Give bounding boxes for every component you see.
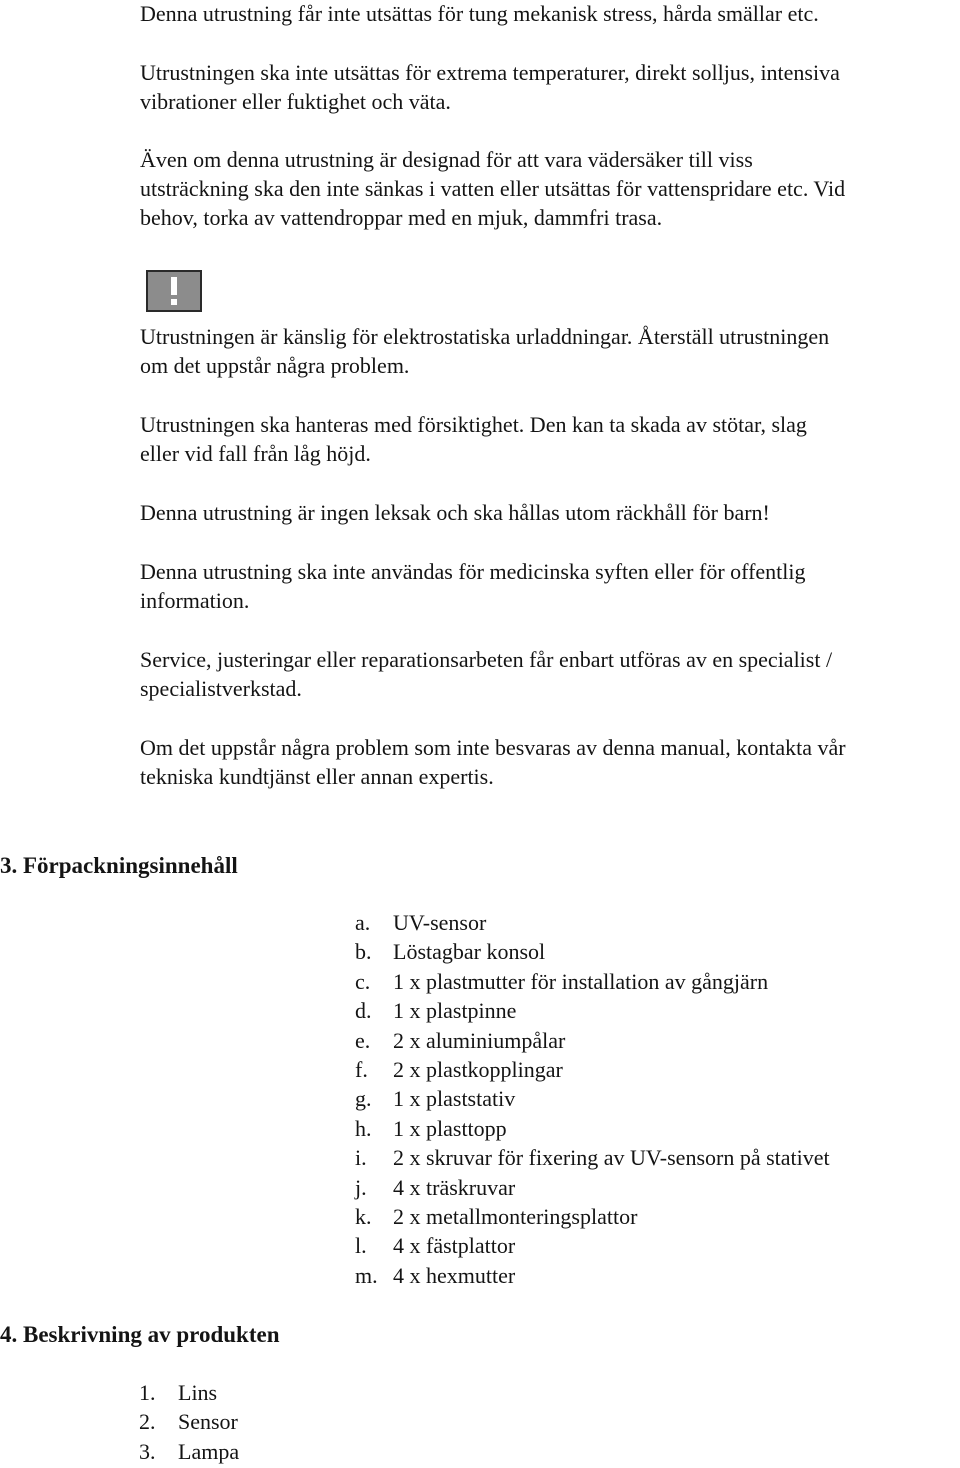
list-item-text: 2 x plastkopplingar xyxy=(393,1056,563,1082)
exclamation-icon xyxy=(146,270,202,312)
list-item-text: 2 x skruvar för fixering av UV-sensorn på stativet xyxy=(393,1145,830,1171)
list-item-text: 2 x metallmonteringsplattor xyxy=(393,1203,638,1229)
product-description-list xyxy=(139,1378,539,1466)
list-marker: 3. xyxy=(139,1438,156,1464)
list-item xyxy=(355,1202,955,1231)
list-item xyxy=(355,1026,955,1055)
list-marker: j. xyxy=(355,1174,367,1200)
paragraph-line: behov, torka av vattendroppar med en mjuk, dammfri trasa. xyxy=(140,205,663,230)
paragraph-line: specialistverkstad. xyxy=(140,676,302,701)
list-item xyxy=(139,1437,539,1466)
list-marker: f. xyxy=(355,1056,368,1082)
list-item-text: Löstagbar konsol xyxy=(393,939,546,965)
list-item xyxy=(355,1084,955,1113)
list-item-text: 4 x träskruvar xyxy=(393,1174,516,1200)
list-marker: c. xyxy=(355,968,371,994)
paragraph-line: om det uppstår några problem. xyxy=(140,353,410,378)
list-item-text: 1 x plastmutter för installation av gångjärn xyxy=(393,968,769,994)
list-item xyxy=(355,908,955,937)
list-item xyxy=(355,937,955,966)
paragraph-line: tekniska kundtjänst eller annan expertis. xyxy=(140,764,494,789)
list-marker: k. xyxy=(355,1203,372,1229)
paragraph-line: Denna utrustning är ingen leksak och ska hållas utom räckhåll för barn! xyxy=(140,500,770,525)
paragraph-line: Om det uppstår några problem som inte besvaras av denna manual, kontakta vår xyxy=(140,735,846,760)
list-marker: a. xyxy=(355,910,371,935)
list-marker: 2. xyxy=(139,1409,156,1435)
paragraph-line: Utrustningen är känslig för elektrostatiska urladdningar. Återställ utrustningen xyxy=(140,324,830,349)
paragraph-line: Service, justeringar eller reparationsarbeten får enbart utföras av en specialist / xyxy=(140,647,833,672)
list-marker: d. xyxy=(355,998,372,1024)
list-marker: 1. xyxy=(139,1380,156,1405)
list-marker: e. xyxy=(355,1027,371,1053)
list-item xyxy=(355,1231,955,1260)
list-item xyxy=(139,1407,539,1436)
paragraph-line: Denna utrustning får inte utsättas för tung mekanisk stress, hårda smällar etc. xyxy=(140,1,819,26)
list-item-text: UV-sensor xyxy=(393,910,487,935)
list-item xyxy=(355,1055,955,1084)
paragraph-line: vibrationer eller fuktighet och väta. xyxy=(140,89,451,114)
list-item xyxy=(355,1114,955,1143)
list-marker: i. xyxy=(355,1145,367,1171)
paragraph-line: Utrustningen ska inte utsättas för extrema temperaturer, direkt solljus, intensiva xyxy=(140,60,840,85)
list-item-text: 1 x plastpinne xyxy=(393,998,517,1024)
paragraph-line: Denna utrustning ska inte användas för medicinska syften eller för offentlig xyxy=(140,559,806,584)
list-marker: g. xyxy=(355,1086,372,1112)
list-item-text: 1 x plaststativ xyxy=(393,1086,516,1112)
list-item xyxy=(355,967,955,996)
paragraph-line: eller vid fall från låg höjd. xyxy=(140,441,371,466)
list-item-text: 2 x aluminiumpålar xyxy=(393,1027,566,1053)
list-marker: b. xyxy=(355,939,372,965)
list-item-text: Sensor xyxy=(178,1409,238,1435)
list-item-text: 4 x fästplattor xyxy=(393,1233,516,1259)
section-3-heading: 3. Förpackningsinnehåll xyxy=(0,853,238,878)
paragraph-line: information. xyxy=(140,588,250,613)
list-item xyxy=(139,1378,539,1407)
paragraph-line: Även om denna utrustning är designad för att vara vädersäker till viss xyxy=(140,147,753,172)
list-item xyxy=(355,1143,955,1172)
paragraph-line: Utrustningen ska hanteras med försiktighet. Den kan ta skada av stötar, slag xyxy=(140,412,807,437)
list-marker: h. xyxy=(355,1115,372,1141)
list-item xyxy=(355,996,955,1025)
list-item xyxy=(355,1173,955,1202)
list-item-text: 1 x plasttopp xyxy=(393,1115,507,1141)
list-item-text: Lampa xyxy=(178,1438,240,1464)
list-marker: l. xyxy=(355,1233,367,1259)
list-marker: m. xyxy=(355,1262,378,1288)
paragraph-line: utsträckning ska den inte sänkas i vatten eller utsättas för vattenspridare etc. Vid xyxy=(140,176,846,201)
list-item xyxy=(355,1261,955,1290)
section-4-heading: 4. Beskrivning av produkten xyxy=(0,1322,280,1347)
list-item-text: 4 x hexmutter xyxy=(393,1262,516,1288)
package-contents-list xyxy=(355,908,955,1290)
list-item-text: Lins xyxy=(178,1380,218,1405)
